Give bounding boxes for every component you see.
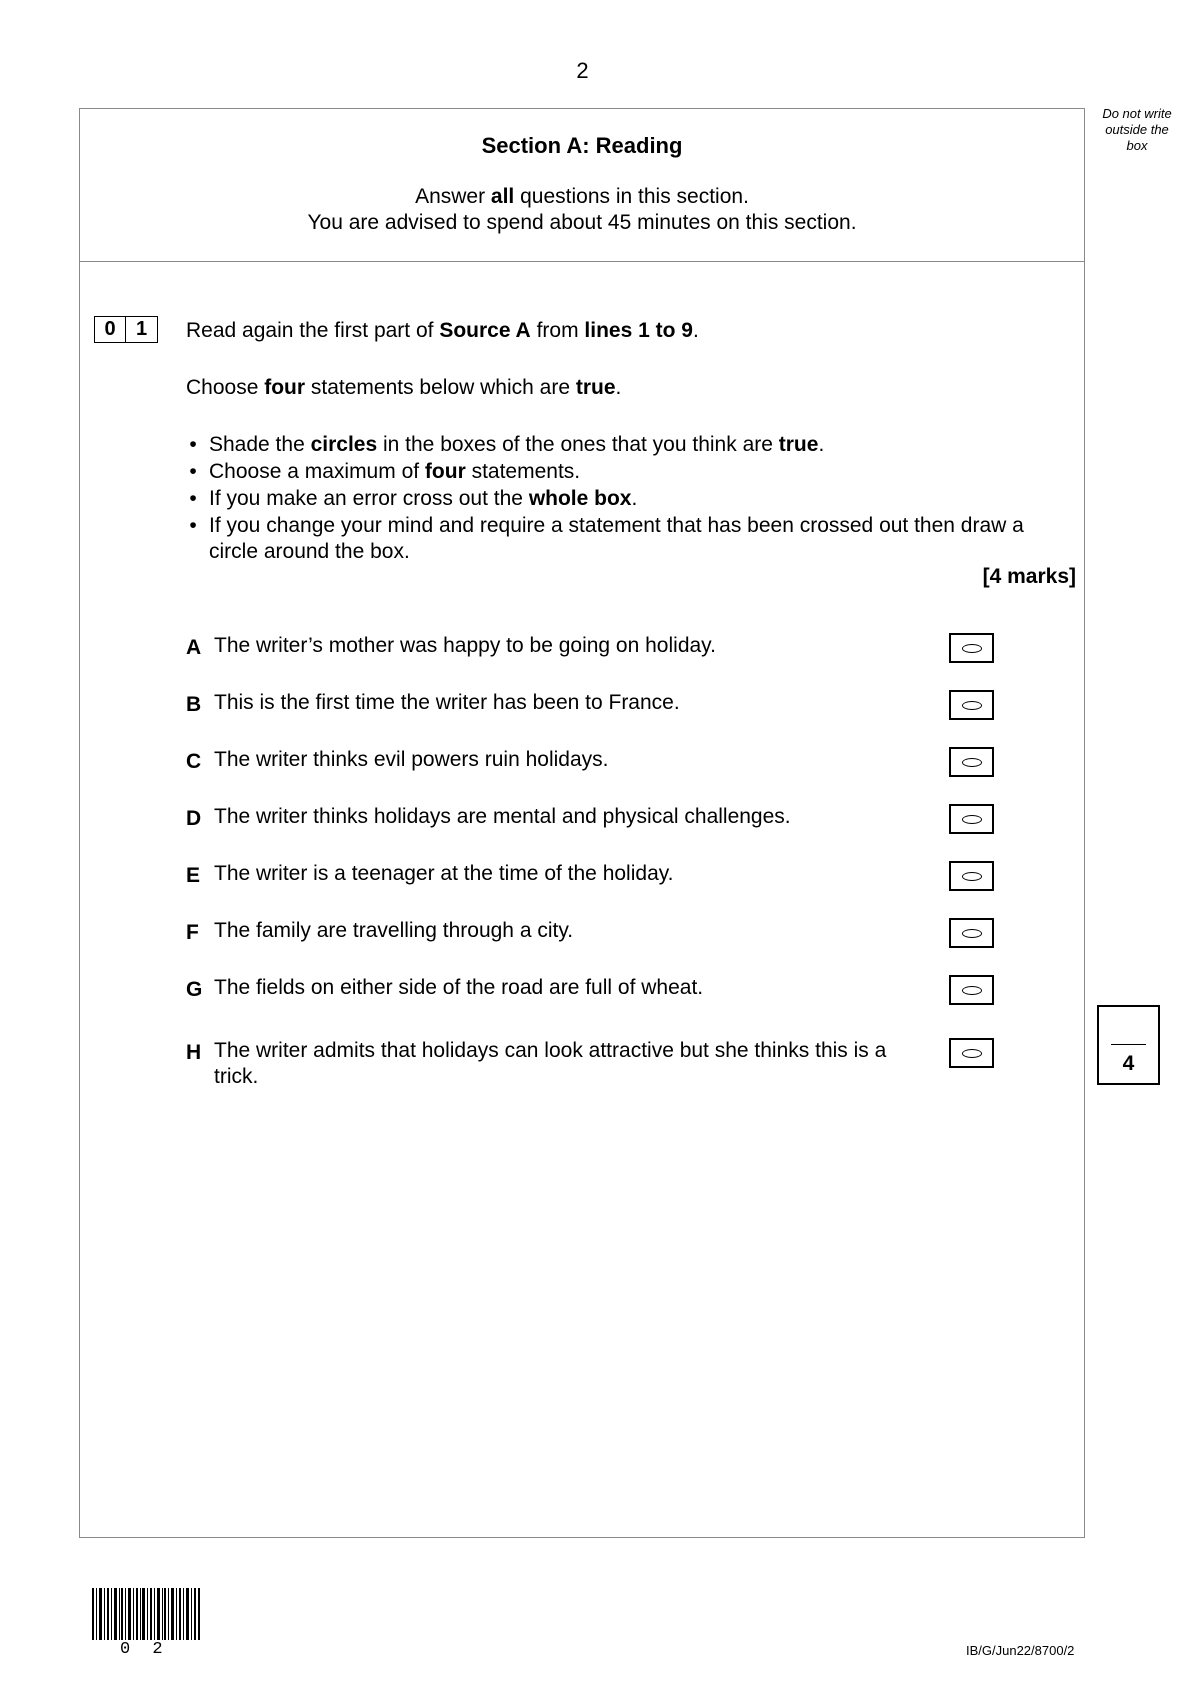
marks-label: [4 marks] <box>982 565 1076 588</box>
answer-oval-icon <box>962 986 982 995</box>
answer-oval-icon <box>962 1049 982 1058</box>
statement-letter: H <box>186 1041 202 1064</box>
statement-text: The writer’s mother was happy to be going on holiday. <box>214 634 716 657</box>
answer-oval-icon <box>962 758 982 767</box>
statement-text: The fields on either side of the road are full of wheat. <box>214 976 704 999</box>
question-number <box>94 316 158 343</box>
answer-oval-icon <box>962 815 982 824</box>
bullet-item: • Choose a maximum of four statements. <box>189 460 581 483</box>
question-prompt: Read again the first part of Source A from lines 1 to 9. <box>186 319 699 342</box>
score-line <box>1111 1044 1146 1045</box>
footer-reference: IB/G/Jun22/8700/2 <box>966 1643 1075 1658</box>
section-instruction-1: Answer all questions in this section. <box>415 185 749 208</box>
question-instruction: Choose four statements below which are true. <box>186 376 622 399</box>
answer-checkbox-g[interactable] <box>949 975 994 1005</box>
barcode-number: 0 2 <box>120 1640 169 1659</box>
bullet-item: • If you change your mind and require a statement that has been crossed out then draw a circle around the box. <box>189 514 1024 563</box>
instruction-bullets <box>186 432 1078 566</box>
statement-letter: B <box>186 693 202 716</box>
statement-text: This is the first time the writer has been to France. <box>214 691 680 714</box>
statement-letter: A <box>186 636 202 659</box>
barcode-icon <box>92 1588 200 1640</box>
answer-oval-icon <box>962 929 982 938</box>
score-box <box>1097 1005 1160 1085</box>
answer-checkbox-e[interactable] <box>949 861 994 891</box>
statement-text: The writer thinks holidays are mental and physical challenges. <box>214 805 791 828</box>
margin-note: Do not write outside the box <box>1102 106 1172 153</box>
answer-oval-icon <box>962 872 982 881</box>
statement-letter: E <box>186 864 201 887</box>
statement-text: The writer is a teenager at the time of the holiday. <box>214 862 674 885</box>
statement-text: The family are travelling through a city. <box>214 919 574 942</box>
statement-letter: F <box>186 921 199 944</box>
statement-letter: C <box>186 750 202 773</box>
answer-checkbox-h[interactable] <box>949 1038 994 1068</box>
statement-letter: D <box>186 807 202 830</box>
answer-oval-icon <box>962 701 982 710</box>
answer-checkbox-c[interactable] <box>949 747 994 777</box>
section-title: Section A: Reading <box>481 133 683 158</box>
question-number-digit: 1 <box>126 316 158 343</box>
bullet-item: • Shade the circles in the boxes of the ones that you think are true. <box>189 433 825 456</box>
bullet-item: • If you make an error cross out the whole box. <box>189 487 638 510</box>
statement-letter: G <box>186 978 203 1001</box>
section-instruction-2: You are advised to spend about 45 minutes on this section. <box>307 211 857 234</box>
page-number: 2 <box>576 58 589 83</box>
answer-checkbox-d[interactable] <box>949 804 994 834</box>
statement-text: The writer admits that holidays can look attractive but she thinks this is a trick. <box>214 1039 887 1088</box>
answer-oval-icon <box>962 644 982 653</box>
question-number-digit: 0 <box>94 316 126 343</box>
answer-checkbox-f[interactable] <box>949 918 994 948</box>
score-total: 4 <box>1122 1052 1135 1075</box>
answer-checkbox-b[interactable] <box>949 690 994 720</box>
statement-text: The writer thinks evil powers ruin holidays. <box>214 748 609 771</box>
answer-checkbox-a[interactable] <box>949 633 994 663</box>
